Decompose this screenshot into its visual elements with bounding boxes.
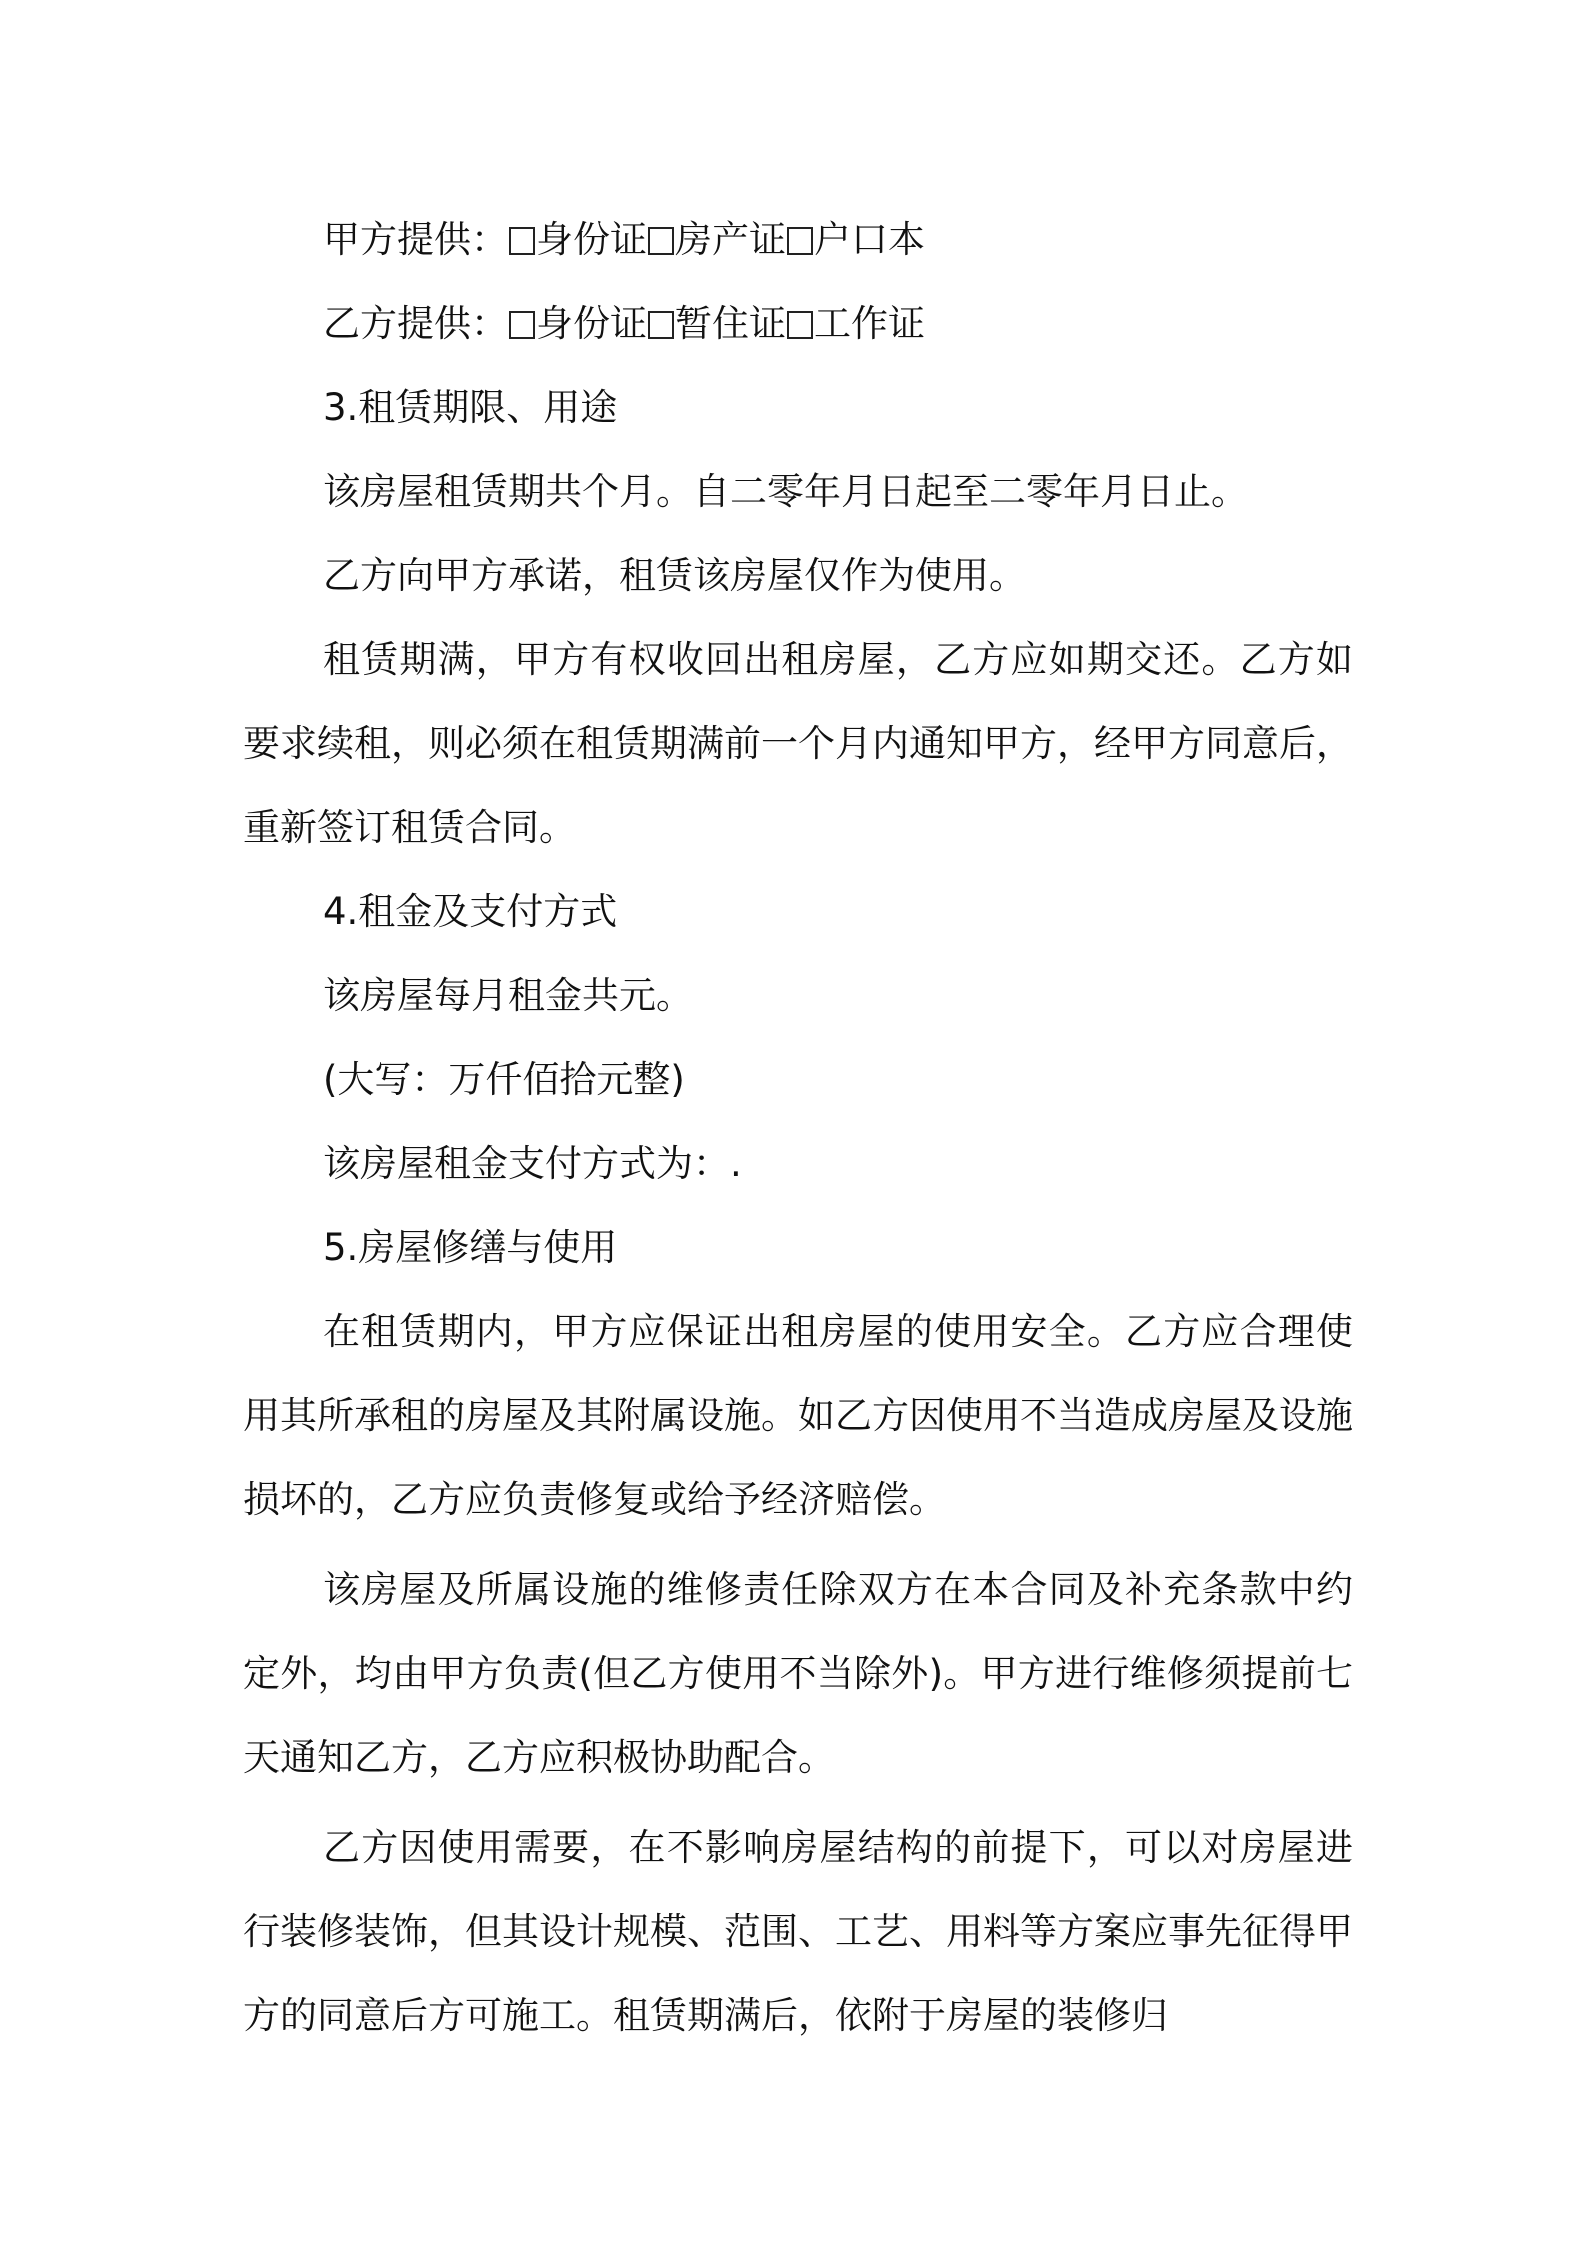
party-b-provide-line	[243, 282, 1353, 366]
section4-paragraph-1: 该房屋每月租金共元。	[323, 974, 693, 1017]
checkbox-label: 暂住证	[675, 302, 786, 345]
checkbox-label: 户口本	[814, 218, 925, 261]
section4-paragraph-2: (大写：万仟佰拾元整)	[323, 1058, 685, 1101]
document-page	[243, 198, 1353, 2058]
party-a-provide-label: 甲方提供：	[323, 218, 508, 261]
checkbox-label: 身份证	[536, 302, 647, 345]
section4-heading: 4.租金及支付方式	[323, 890, 618, 933]
section3-paragraph-1: 该房屋租赁期共个月。自二零年月日起至二零年月日止。	[323, 470, 1248, 513]
section3-paragraph-3: 租赁期满，甲方有权收回出租房屋，乙方应如期交还。乙方如要求续租，则必须在租赁期满前一个月内通知甲方，经甲方同意后，重新签订租赁合同。	[243, 638, 1353, 849]
section5-heading: 5.房屋修缮与使用	[323, 1226, 618, 1269]
section5-paragraph-2: 该房屋及所属设施的维修责任除双方在本合同及补充条款中约定外，均由甲方负责(但乙方使用不当除外)。甲方进行维修须提前七天通知乙方，乙方应积极协助配合。	[243, 1568, 1353, 1779]
checkbox[interactable]	[509, 227, 535, 255]
checkbox[interactable]	[787, 311, 813, 339]
checkbox[interactable]	[648, 227, 674, 255]
party-a-provide-line	[243, 198, 1353, 282]
checkbox-label: 房产证	[675, 218, 786, 261]
section5-paragraph-3: 乙方因使用需要，在不影响房屋结构的前提下，可以对房屋进行装修装饰，但其设计规模、范围、工艺、用料等方案应事先征得甲方的同意后方可施工。租赁期满后，依附于房屋的装修归	[243, 1826, 1353, 2037]
section4-paragraph-3: 该房屋租金支付方式为：.	[323, 1142, 742, 1185]
section3-paragraph-2: 乙方向甲方承诺，租赁该房屋仅作为使用。	[323, 554, 1026, 597]
checkbox-label: 工作证	[814, 302, 925, 345]
section3-heading: 3.租赁期限、用途	[323, 386, 618, 429]
checkbox[interactable]	[648, 311, 674, 339]
section5-paragraph-1: 在租赁期内，甲方应保证出租房屋的使用安全。乙方应合理使用其所承租的房屋及其附属设施。如乙方因使用不当造成房屋及设施损坏的，乙方应负责修复或给予经济赔偿。	[243, 1310, 1353, 1521]
party-b-provide-label: 乙方提供：	[323, 302, 508, 345]
checkbox[interactable]	[509, 311, 535, 339]
checkbox[interactable]	[787, 227, 813, 255]
checkbox-label: 身份证	[536, 218, 647, 261]
